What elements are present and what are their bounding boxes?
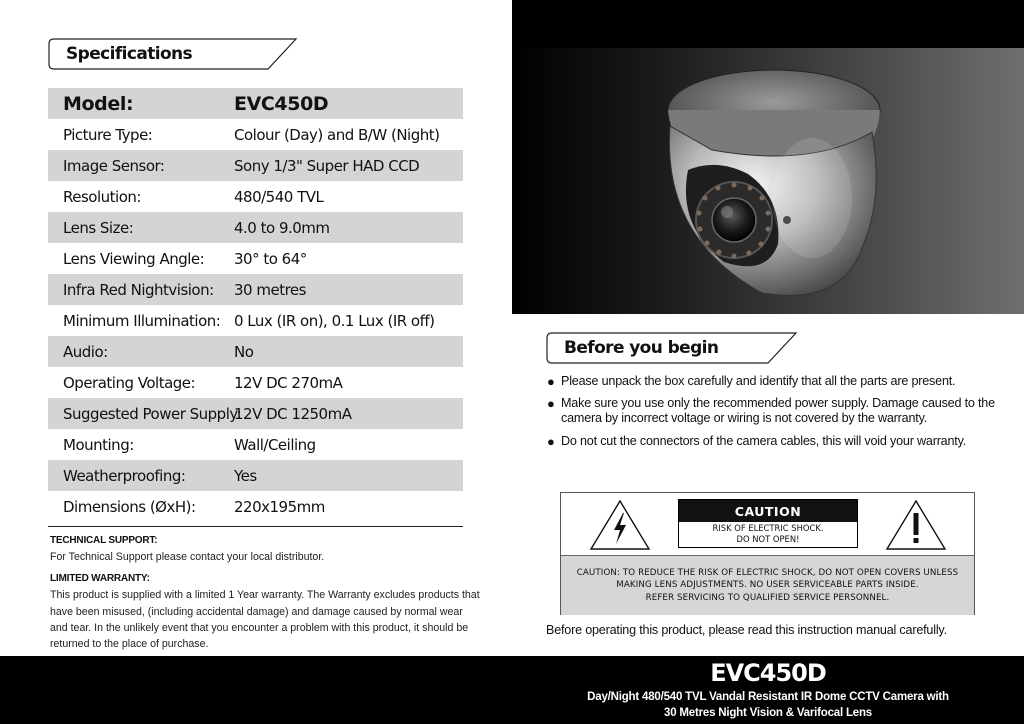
specifications-title: Specifications bbox=[66, 44, 193, 64]
dome-camera-image bbox=[512, 48, 1024, 314]
spec-value: 220x195mm bbox=[234, 497, 325, 516]
spec-row bbox=[48, 336, 463, 367]
technical-support-heading: TECHNICAL SUPPORT: bbox=[50, 535, 158, 546]
spec-label: Infra Red Nightvision: bbox=[63, 280, 214, 299]
technical-support-section bbox=[50, 533, 480, 566]
caution-notice-line: MAKING LENS ADJUSTMENTS. NO USER SERVICEABLE PARTS INSIDE. bbox=[616, 580, 919, 591]
spec-label: Minimum Illumination: bbox=[63, 311, 221, 330]
list-item bbox=[547, 434, 997, 449]
spec-row bbox=[48, 119, 463, 150]
bullet-icon: ● bbox=[547, 396, 555, 412]
spec-value: Sony 1/3" Super HAD CCD bbox=[234, 156, 420, 175]
caution-label-box bbox=[560, 492, 975, 615]
spec-row bbox=[48, 367, 463, 398]
spec-row bbox=[48, 429, 463, 460]
spec-row bbox=[48, 491, 463, 522]
before-you-begin-list bbox=[547, 374, 997, 456]
before-you-begin-heading bbox=[546, 332, 798, 364]
spec-label: Audio: bbox=[63, 342, 108, 361]
spec-value: Colour (Day) and B/W (Night) bbox=[234, 125, 440, 144]
footer-description bbox=[512, 689, 1024, 721]
spec-row bbox=[48, 398, 463, 429]
spec-value: EVC450D bbox=[234, 92, 329, 115]
specifications-table bbox=[48, 88, 463, 522]
spec-value: Wall/Ceiling bbox=[234, 435, 316, 454]
list-item-text: Make sure you use only the recommended power supply. Damage caused to the camera by incorrect voltage or wiring is not covered by the warranty. bbox=[561, 396, 995, 426]
spec-row bbox=[48, 243, 463, 274]
footer-description-line: 30 Metres Night Vision & Varifocal Lens bbox=[664, 707, 872, 719]
spec-label: Suggested Power Supply: bbox=[63, 404, 242, 423]
spec-label: Resolution: bbox=[63, 187, 141, 206]
limited-warranty-heading: LIMITED WARRANTY: bbox=[50, 573, 150, 584]
spec-row bbox=[48, 212, 463, 243]
spec-label: Lens Viewing Angle: bbox=[63, 249, 205, 268]
spec-value: Yes bbox=[234, 466, 257, 485]
spec-value: 30° to 64° bbox=[234, 249, 307, 268]
footer-bar bbox=[0, 656, 1024, 724]
spec-label: Model: bbox=[63, 92, 134, 115]
spec-value: 480/540 TVL bbox=[234, 187, 324, 206]
spec-row bbox=[48, 305, 463, 336]
caution-notice bbox=[561, 555, 974, 615]
spec-label: Dimensions (ØxH): bbox=[63, 497, 196, 516]
specifications-heading bbox=[48, 38, 298, 70]
caution-top bbox=[561, 493, 974, 555]
top-black-band bbox=[512, 0, 1024, 48]
footer-model: EVC450D bbox=[710, 659, 826, 687]
caution-subtitle-line: RISK OF ELECTRIC SHOCK. bbox=[712, 523, 824, 533]
limited-warranty-section bbox=[50, 571, 480, 652]
spec-value: No bbox=[234, 342, 254, 361]
electric-shock-warning-icon bbox=[589, 499, 651, 551]
caution-subtitle-line: DO NOT OPEN! bbox=[736, 534, 800, 544]
spec-label: Weatherproofing: bbox=[63, 466, 186, 485]
footer-description-line: Day/Night 480/540 TVL Vandal Resistant IR Dome CCTV Camera with bbox=[587, 691, 949, 703]
spec-label: Lens Size: bbox=[63, 218, 134, 237]
technical-support-text: For Technical Support please contact your local distributor. bbox=[50, 551, 325, 564]
spec-row bbox=[48, 181, 463, 212]
list-item bbox=[547, 396, 997, 426]
caution-notice-line: REFER SERVICING TO QUALIFIED SERVICE PERSONNEL. bbox=[645, 592, 890, 603]
bullet-icon: ● bbox=[547, 433, 555, 449]
spec-label: Picture Type: bbox=[63, 125, 153, 144]
spec-label: Mounting: bbox=[63, 435, 134, 454]
caution-title: CAUTION bbox=[679, 500, 857, 522]
limited-warranty-text: This product is supplied with a limited 1 Year warranty. The Warranty excludes products that have been misused, (including accidental damage) and damage caused by normal wear and tear. In the unlikely event that you encounter a problem with this product, it should be returned to the place of purchase. bbox=[50, 589, 480, 651]
before-operating-note: Before operating this product, please read this instruction manual carefully. bbox=[546, 623, 947, 637]
caution-plate bbox=[678, 499, 858, 548]
exclamation-warning-icon bbox=[885, 499, 947, 551]
spec-label: Image Sensor: bbox=[63, 156, 165, 175]
spec-row bbox=[48, 460, 463, 491]
spec-value: 4.0 to 9.0mm bbox=[234, 218, 330, 237]
list-item-text: Please unpack the box carefully and identify that all the parts are present. bbox=[561, 374, 956, 388]
spec-row-model bbox=[48, 88, 463, 119]
bullet-icon: ● bbox=[547, 374, 555, 389]
spec-value: 12V DC 270mA bbox=[234, 373, 343, 392]
caution-notice-line: CAUTION: TO REDUCE THE RISK OF ELECTRIC SHOCK, DO NOT OPEN COVERS UNLESS bbox=[576, 567, 959, 578]
spec-label: Operating Voltage: bbox=[63, 373, 196, 392]
spec-value: 12V DC 1250mA bbox=[234, 404, 352, 423]
table-divider bbox=[48, 526, 463, 527]
spec-row bbox=[48, 274, 463, 305]
camera-photo bbox=[512, 48, 1024, 314]
spec-row bbox=[48, 150, 463, 181]
spec-value: 0 Lux (IR on), 0.1 Lux (IR off) bbox=[234, 311, 435, 330]
list-item-text: Do not cut the connectors of the camera cables, this will void your warranty. bbox=[561, 433, 967, 448]
spec-value: 30 metres bbox=[234, 280, 306, 299]
list-item bbox=[547, 374, 997, 389]
before-you-begin-title: Before you begin bbox=[564, 338, 719, 358]
caution-subtitle bbox=[679, 522, 857, 547]
